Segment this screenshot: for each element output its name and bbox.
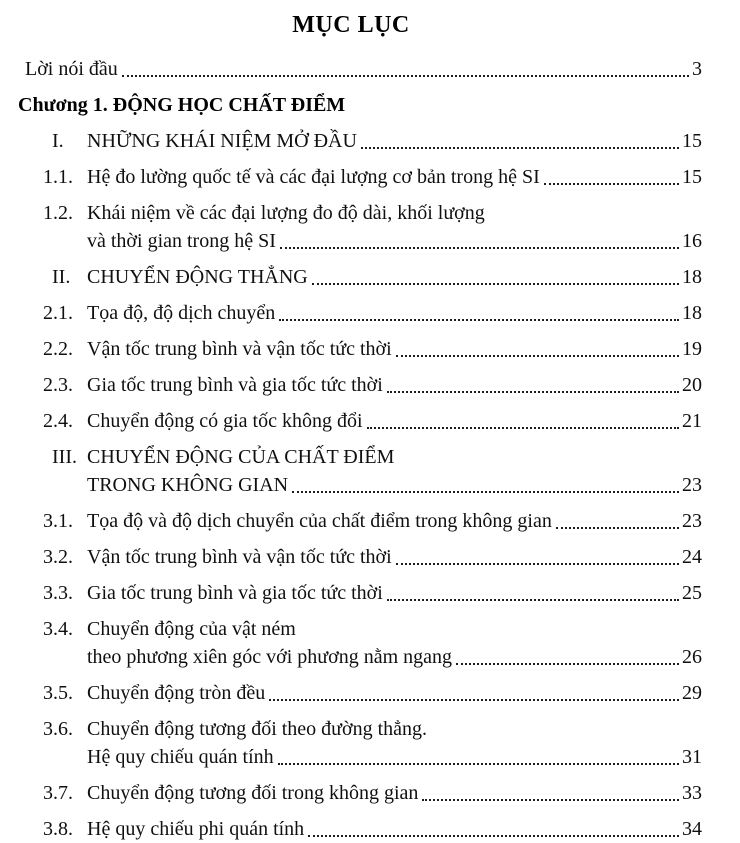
page-number: 20	[682, 374, 702, 396]
entry-number: II.	[52, 266, 71, 288]
entry-line	[87, 679, 702, 707]
entry-line	[87, 507, 702, 535]
dot-leader	[367, 427, 679, 429]
dot-leader	[556, 527, 679, 529]
entry-line	[87, 335, 702, 363]
toc-entry	[0, 55, 702, 83]
entry-line	[18, 91, 702, 119]
entry-line	[87, 443, 702, 471]
toc-entry	[0, 679, 702, 707]
entry-number: 2.4.	[43, 410, 73, 432]
entry-content	[87, 579, 702, 607]
page-number: 15	[682, 130, 702, 152]
dot-leader	[280, 247, 679, 249]
entry-text: Vận tốc trung bình và vận tốc tức thời	[87, 546, 392, 568]
dot-leader	[361, 147, 679, 149]
page-number: 34	[682, 818, 702, 840]
dot-leader	[122, 75, 689, 77]
entry-content	[87, 407, 702, 435]
entry-content	[87, 615, 702, 671]
entry-text: Chương 1. ĐỘNG HỌC CHẤT ĐIỂM	[18, 94, 346, 116]
entry-text: Chuyển động của vật ném	[87, 618, 296, 640]
entry-number: 3.1.	[43, 510, 73, 532]
entry-line	[87, 815, 702, 843]
entry-number: 2.2.	[43, 338, 73, 360]
page-number: 16	[682, 230, 702, 252]
page-number: 24	[682, 546, 702, 568]
entry-number: 3.5.	[43, 682, 73, 704]
page-number: 18	[682, 266, 702, 288]
entry-content	[25, 55, 702, 83]
entry-content	[87, 779, 702, 807]
dot-leader	[456, 663, 679, 665]
entry-line	[87, 743, 702, 771]
entry-line	[87, 227, 702, 255]
entry-line	[87, 715, 702, 743]
entry-line	[87, 779, 702, 807]
entry-content	[87, 815, 702, 843]
toc-entry	[0, 579, 702, 607]
toc-entry	[0, 715, 702, 771]
entry-number: I.	[52, 130, 64, 152]
toc-entry	[0, 543, 702, 571]
entry-text: và thời gian trong hệ SI	[87, 230, 276, 252]
entry-text: Chuyển động tương đối trong không gian	[87, 782, 419, 804]
entry-text: Vận tốc trung bình và vận tốc tức thời	[87, 338, 392, 360]
entry-text: NHỮNG KHÁI NIỆM MỞ ĐẦU	[87, 130, 357, 152]
entry-content	[87, 679, 702, 707]
dot-leader	[278, 763, 679, 765]
entry-content	[87, 715, 702, 771]
entry-number: 3.3.	[43, 582, 73, 604]
entry-line	[87, 643, 702, 671]
toc-entry	[0, 507, 702, 535]
dot-leader	[396, 355, 679, 357]
entry-text: Chuyển động tròn đều	[87, 682, 266, 704]
toc-entry	[0, 199, 702, 255]
entry-content	[87, 335, 702, 363]
entry-number: 2.3.	[43, 374, 73, 396]
page-number: 18	[682, 302, 702, 324]
entry-number: 3.8.	[43, 818, 73, 840]
entry-line	[87, 299, 702, 327]
entry-text: Hệ quy chiếu quán tính	[87, 746, 274, 768]
page-number: 3	[692, 58, 702, 80]
entry-number: 3.6.	[43, 718, 73, 740]
dot-leader	[544, 183, 679, 185]
entry-line	[87, 471, 702, 499]
dot-leader	[312, 283, 679, 285]
page-number: 31	[682, 746, 702, 768]
page-number: 19	[682, 338, 702, 360]
entry-content	[87, 543, 702, 571]
entry-content	[87, 199, 702, 255]
toc-entry	[0, 371, 702, 399]
page-number: 21	[682, 410, 702, 432]
page-number: 25	[682, 582, 702, 604]
toc-entry	[0, 163, 702, 191]
toc-list	[0, 55, 702, 843]
entry-line	[87, 263, 702, 291]
entry-line	[87, 163, 702, 191]
entry-text: Chuyển động có gia tốc không đổi	[87, 410, 363, 432]
entry-text: Chuyển động tương đối theo đường thẳng.	[87, 718, 428, 740]
entry-line	[87, 371, 702, 399]
page-number: 26	[682, 646, 702, 668]
entry-line	[25, 55, 702, 83]
dot-leader	[387, 391, 679, 393]
entry-number: 1.2.	[43, 202, 73, 224]
entry-text: Gia tốc trung bình và gia tốc tức thời	[87, 374, 383, 396]
toc-entry	[0, 615, 702, 671]
entry-text: Tọa độ, độ dịch chuyển	[87, 302, 276, 324]
entry-content	[87, 299, 702, 327]
entry-text: CHUYỂN ĐỘNG THẲNG	[87, 266, 308, 288]
entry-content	[87, 163, 702, 191]
toc-entry	[0, 779, 702, 807]
entry-number: III.	[52, 446, 77, 468]
entry-line	[87, 407, 702, 435]
entry-content	[87, 127, 702, 155]
entry-text: CHUYỂN ĐỘNG CỦA CHẤT ĐIỂM	[87, 446, 395, 468]
entry-text: Lời nói đầu	[25, 58, 118, 80]
page-number: 23	[682, 474, 702, 496]
entry-line	[87, 579, 702, 607]
entry-content	[87, 443, 702, 499]
page-number: 23	[682, 510, 702, 532]
entry-content	[18, 91, 702, 119]
toc-entry	[0, 815, 702, 843]
dot-leader	[396, 563, 679, 565]
entry-text: Hệ quy chiếu phi quán tính	[87, 818, 305, 840]
entry-text: TRONG KHÔNG GIAN	[87, 474, 289, 496]
entry-text: Gia tốc trung bình và gia tốc tức thời	[87, 582, 383, 604]
entry-number: 1.1.	[43, 166, 73, 188]
page-number: 29	[682, 682, 702, 704]
entry-text: Khái niệm về các đại lượng đo độ dài, khối lượng	[87, 202, 485, 224]
dot-leader	[279, 319, 679, 321]
toc-entry	[0, 299, 702, 327]
page-number: 33	[682, 782, 702, 804]
entry-content	[87, 371, 702, 399]
toc-entry	[0, 263, 702, 291]
dot-leader	[422, 799, 679, 801]
entry-line	[87, 127, 702, 155]
entry-line	[87, 543, 702, 571]
entry-number: 3.4.	[43, 618, 73, 640]
toc-entry	[0, 443, 702, 499]
page-title: MỤC LỤC	[292, 12, 410, 38]
entry-line	[87, 615, 702, 643]
toc-entry	[0, 127, 702, 155]
dot-leader	[387, 599, 679, 601]
entry-number: 3.2.	[43, 546, 73, 568]
dot-leader	[292, 491, 679, 493]
entry-content	[87, 263, 702, 291]
entry-text: Hệ đo lường quốc tế và các đại lượng cơ bản trong hệ SI	[87, 166, 540, 188]
entry-number: 3.7.	[43, 782, 73, 804]
dot-leader	[269, 699, 679, 701]
entry-text: Tọa độ và độ dịch chuyển của chất điểm trong không gian	[87, 510, 552, 532]
entry-text: theo phương xiên góc với phương nằm ngang	[87, 646, 453, 668]
toc-entry	[0, 91, 702, 119]
toc-entry	[0, 407, 702, 435]
entry-content	[87, 507, 702, 535]
entry-number: 2.1.	[43, 302, 73, 324]
toc-entry	[0, 335, 702, 363]
entry-line	[87, 199, 702, 227]
page-number: 15	[682, 166, 702, 188]
